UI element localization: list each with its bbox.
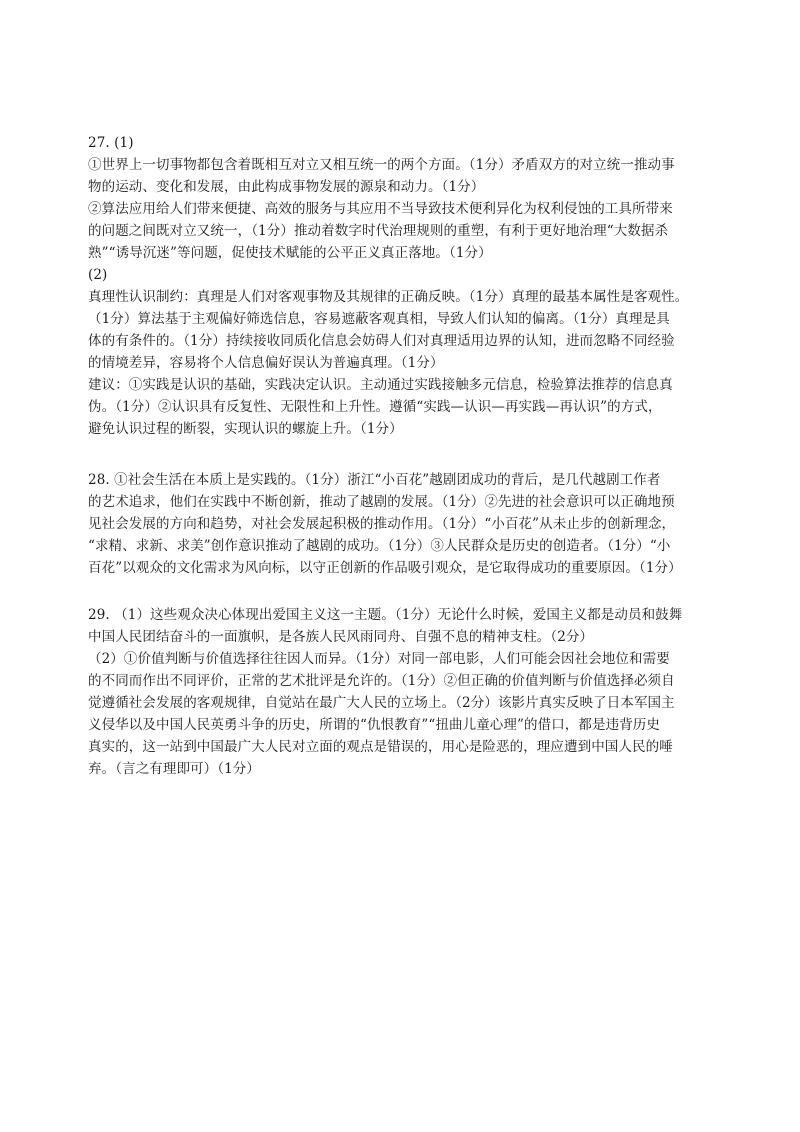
answer-27-line: 避免认识过程的断裂，实现认识的螺旋上升。（1分）: [88, 421, 403, 437]
answer-28-line: 28. ①社会生活在本质上是实践的。（1分）浙江“小百花”越剧团成功的背后，是几代越剧工作者: [88, 472, 661, 488]
answer-27-line: 的情境差异，容易将个人信息偏好误认为普遍真理。（1分）: [88, 355, 444, 371]
answer-29-line: 弃。（言之有理即可）（1分）: [88, 761, 260, 777]
answer-27-line: 体的有条件的。（1分）持续接收同质化信息会妨碍人们对真理适用边界的认知，进而忽略不同经验: [88, 333, 675, 349]
answer-27-line: 27. (1): [88, 135, 134, 151]
answer-28-line: 见社会发展的方向和趋势，对社会发展起积极的推动作用。（1分）“小百花”从未止步的创新理念，: [88, 516, 676, 532]
answer-29-line: 的不同而作出不同评价，正常的艺术批评是允许的。（1分）②但正确的价值判断与价值选择必须自: [88, 673, 675, 689]
answer-29: [88, 604, 728, 780]
answer-29-line: 29. （1）这些观众决心体现出爱国主义这一主题。（1分）无论什么时候，爱国主义都是动员和鼓舞: [88, 607, 683, 623]
answer-29-line: 中国人民团结奋斗的一面旗帜，是各族人民风雨同舟、自强不息的精神支柱。（2分）: [88, 629, 594, 645]
answer-29-line: 义侵华以及中国人民英勇斗争的历史，所谓的“仇恨教育”“扭曲儿童心理”的借口，都是违背历史: [88, 717, 661, 733]
answer-27-line: 真理性认识制约：真理是人们对客观事物及其规律的正确反映。（1分）真理的最基本属性是客观性。: [88, 289, 689, 305]
answer-27-line: 的问题之间既对立又统一，（1分）推动着数字时代治理规则的重塑，有利于更好地治理“大数据杀: [88, 223, 669, 239]
answer-27-line: ①世界上一切事物都包含着既相互对立又相互统一的两个方面。（1分）矛盾双方的对立统一推动事: [88, 157, 675, 173]
answer-page: [88, 132, 728, 780]
answer-27-line: (2): [88, 267, 108, 283]
answer-29-line: （2）①价值判断与价值选择往往因人而异。（1分）对同一部电影，人们可能会因社会地位和需要: [88, 651, 670, 667]
answer-28-line: “求精、求新、求美”创作意识推动了越剧的成功。（1分）③人民群众是历史的创造者。（1分）“小: [88, 538, 671, 554]
answer-27-line: ②算法应用给人们带来便捷、高效的服务与其应用不当导致技术便利异化为权利侵蚀的工具所带来: [88, 201, 673, 217]
answer-27: [88, 132, 728, 440]
answer-28-line: 百花”以观众的文化需求为风向标，以守正创新的作品吸引观众，是它取得成功的重要原因。（1分）: [88, 560, 682, 576]
answer-28: [88, 469, 728, 579]
answer-29-line: 真实的，这一站到中国最广大人民对立面的观点是错误的，用心是险恶的，理应遭到中国人民的唾: [88, 739, 673, 755]
answer-29-line: 觉遵循社会发展的客观规律，自觉站在最广大人民的立场上。（2分）该影片真实反映了日本军国主: [88, 695, 675, 711]
answer-27-line: 物的运动、变化和发展，由此构成事物发展的源泉和动力。（1分）: [88, 179, 485, 195]
answer-28-line: 的艺术追求，他们在实践中不断创新，推动了越剧的发展。（1分）②先进的社会意识可以正确地预: [88, 494, 675, 510]
answer-27-line: 熟”“诱导沉迷”等问题，促使技术赋能的公平正义真正落地。（1分）: [88, 245, 492, 261]
answer-27-line: （1分）算法基于主观偏好筛选信息，容易遮蔽客观真相，导致人们认知的偏离。（1分）真理是具: [88, 311, 670, 327]
answer-27-line: 伪。（1分）②认识具有反复性、无限性和上升性。遵循“实践—认识—再实践—再认识”的方式，: [88, 399, 662, 415]
answer-27-line: 建议：①实践是认识的基础，实践决定认识。主动通过实践接触多元信息，检验算法推荐的信息真: [88, 377, 673, 393]
